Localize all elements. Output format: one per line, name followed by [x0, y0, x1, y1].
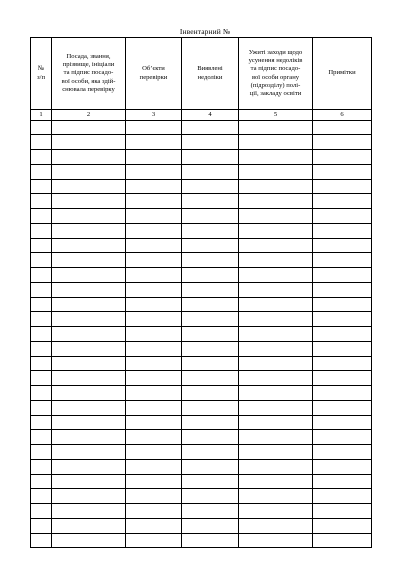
table-cell[interactable] — [126, 209, 182, 224]
table-cell[interactable] — [31, 400, 52, 415]
table-cell[interactable] — [31, 459, 52, 474]
table-cell[interactable] — [31, 135, 52, 150]
table-cell[interactable] — [313, 400, 372, 415]
table-cell[interactable] — [31, 150, 52, 165]
table-cell[interactable] — [182, 282, 239, 297]
table-row — [31, 150, 372, 165]
table-cell[interactable] — [31, 415, 52, 430]
table-cell[interactable] — [239, 253, 313, 268]
header-defects: Виявлені недоліки — [182, 38, 239, 110]
table-cell[interactable] — [126, 489, 182, 504]
table-cell[interactable] — [313, 238, 372, 253]
table-row — [31, 518, 372, 533]
table-cell[interactable] — [31, 445, 52, 460]
table-cell[interactable] — [126, 518, 182, 533]
table-cell[interactable] — [126, 474, 182, 489]
table-cell[interactable] — [313, 371, 372, 386]
table-cell[interactable] — [182, 150, 239, 165]
table-cell[interactable] — [52, 504, 126, 519]
table-row — [31, 415, 372, 430]
table-cell[interactable] — [31, 356, 52, 371]
table-cell[interactable] — [313, 268, 372, 283]
table-cell[interactable] — [52, 209, 126, 224]
table-cell[interactable] — [52, 415, 126, 430]
column-number: 2 — [52, 110, 126, 121]
table-cell[interactable] — [31, 282, 52, 297]
table-cell[interactable] — [313, 179, 372, 194]
table-cell[interactable] — [52, 297, 126, 312]
table-row — [31, 356, 372, 371]
table-cell[interactable] — [52, 459, 126, 474]
table-cell[interactable] — [52, 135, 126, 150]
table-cell[interactable] — [126, 194, 182, 209]
table-cell[interactable] — [239, 504, 313, 519]
table-cell[interactable] — [52, 356, 126, 371]
table-cell[interactable] — [52, 533, 126, 548]
table-cell[interactable] — [313, 459, 372, 474]
table-cell[interactable] — [52, 371, 126, 386]
table-cell[interactable] — [182, 120, 239, 135]
table-cell[interactable] — [239, 120, 313, 135]
table-cell[interactable] — [52, 194, 126, 209]
table-row — [31, 341, 372, 356]
table-cell[interactable] — [52, 489, 126, 504]
table-cell[interactable] — [239, 341, 313, 356]
table-cell[interactable] — [182, 504, 239, 519]
table-row — [31, 179, 372, 194]
table-cell[interactable] — [126, 120, 182, 135]
table-cell[interactable] — [239, 489, 313, 504]
table-cell[interactable] — [52, 150, 126, 165]
table-cell[interactable] — [52, 179, 126, 194]
table-cell[interactable] — [31, 341, 52, 356]
table-cell[interactable] — [31, 371, 52, 386]
table-cell[interactable] — [239, 297, 313, 312]
table-cell[interactable] — [182, 179, 239, 194]
table-cell[interactable] — [313, 297, 372, 312]
table-cell[interactable] — [182, 518, 239, 533]
header-row-number: № з/п — [31, 38, 52, 110]
table-cell[interactable] — [182, 474, 239, 489]
table-cell[interactable] — [182, 430, 239, 445]
table-cell[interactable] — [52, 386, 126, 401]
table-cell[interactable] — [239, 518, 313, 533]
table-row — [31, 533, 372, 548]
table-cell[interactable] — [313, 223, 372, 238]
table-cell[interactable] — [182, 268, 239, 283]
table-cell[interactable] — [239, 445, 313, 460]
table-row — [31, 474, 372, 489]
table-cell[interactable] — [313, 474, 372, 489]
table-cell[interactable] — [31, 518, 52, 533]
table-cell[interactable] — [182, 209, 239, 224]
table-row — [31, 223, 372, 238]
table-cell[interactable] — [239, 164, 313, 179]
table-cell[interactable] — [31, 430, 52, 445]
table-cell[interactable] — [313, 489, 372, 504]
table-cell[interactable] — [31, 504, 52, 519]
table-cell[interactable] — [182, 327, 239, 342]
table-cell[interactable] — [31, 386, 52, 401]
table-row — [31, 268, 372, 283]
table-cell[interactable] — [239, 430, 313, 445]
table-cell[interactable] — [31, 268, 52, 283]
table-cell[interactable] — [239, 194, 313, 209]
table-cell[interactable] — [126, 238, 182, 253]
table-cell[interactable] — [52, 445, 126, 460]
table-cell[interactable] — [126, 415, 182, 430]
table-row — [31, 164, 372, 179]
column-number: 4 — [182, 110, 239, 121]
table-cell[interactable] — [313, 209, 372, 224]
table-row — [31, 194, 372, 209]
table-cell[interactable] — [239, 312, 313, 327]
table-row — [31, 489, 372, 504]
table-cell[interactable] — [313, 504, 372, 519]
table-cell[interactable] — [31, 120, 52, 135]
table-cell[interactable] — [313, 312, 372, 327]
table-cell[interactable] — [239, 179, 313, 194]
table-cell[interactable] — [313, 135, 372, 150]
table-cell[interactable] — [313, 356, 372, 371]
table-cell[interactable] — [182, 164, 239, 179]
table-cell[interactable] — [126, 179, 182, 194]
table-cell[interactable] — [182, 356, 239, 371]
table-cell[interactable] — [31, 179, 52, 194]
inventory-number-label: Інвентарний № — [179, 27, 231, 36]
table-cell[interactable] — [126, 371, 182, 386]
table-cell[interactable] — [239, 474, 313, 489]
table-cell[interactable] — [313, 282, 372, 297]
table-row — [31, 312, 372, 327]
table-cell[interactable] — [126, 356, 182, 371]
table-cell[interactable] — [239, 209, 313, 224]
table-cell[interactable] — [52, 253, 126, 268]
table-cell[interactable] — [126, 150, 182, 165]
table-cell[interactable] — [182, 371, 239, 386]
table-cell[interactable] — [313, 194, 372, 209]
table-cell[interactable] — [126, 533, 182, 548]
table-cell[interactable] — [52, 400, 126, 415]
table-row — [31, 371, 372, 386]
table-cell[interactable] — [52, 238, 126, 253]
table-cell[interactable] — [239, 356, 313, 371]
table-cell[interactable] — [239, 238, 313, 253]
table-cell[interactable] — [52, 341, 126, 356]
table-cell[interactable] — [126, 297, 182, 312]
table-row — [31, 120, 372, 135]
table-cell[interactable] — [313, 341, 372, 356]
table-cell[interactable] — [126, 445, 182, 460]
table-row — [31, 445, 372, 460]
table-cell[interactable] — [31, 297, 52, 312]
table-cell[interactable] — [52, 268, 126, 283]
table-cell[interactable] — [52, 223, 126, 238]
table-cell[interactable] — [31, 209, 52, 224]
table-cell[interactable] — [182, 489, 239, 504]
table-cell[interactable] — [31, 327, 52, 342]
table-row — [31, 238, 372, 253]
table-cell[interactable] — [52, 474, 126, 489]
table-cell[interactable] — [126, 135, 182, 150]
table-cell[interactable] — [182, 533, 239, 548]
table-cell[interactable] — [182, 341, 239, 356]
table-cell[interactable] — [239, 386, 313, 401]
table-row — [31, 253, 372, 268]
table-cell[interactable] — [31, 194, 52, 209]
header-notes: Примітки — [313, 38, 372, 110]
table-row — [31, 430, 372, 445]
table-cell[interactable] — [313, 415, 372, 430]
table-cell[interactable] — [313, 386, 372, 401]
table-cell[interactable] — [31, 164, 52, 179]
table-cell[interactable] — [239, 459, 313, 474]
table-row — [31, 282, 372, 297]
header-objects: Об’єкти перевірки — [126, 38, 182, 110]
table-cell[interactable] — [239, 282, 313, 297]
table-cell[interactable] — [52, 120, 126, 135]
table-row — [31, 400, 372, 415]
table-cell[interactable] — [239, 327, 313, 342]
column-number: 1 — [31, 110, 52, 121]
table-row — [31, 386, 372, 401]
table-cell[interactable] — [239, 223, 313, 238]
table-cell[interactable] — [126, 282, 182, 297]
table-cell[interactable] — [313, 518, 372, 533]
table-cell[interactable] — [52, 518, 126, 533]
table-cell[interactable] — [31, 223, 52, 238]
table-cell[interactable] — [239, 371, 313, 386]
table-cell[interactable] — [52, 312, 126, 327]
table-cell[interactable] — [52, 164, 126, 179]
table-row — [31, 327, 372, 342]
table-cell[interactable] — [182, 459, 239, 474]
inspection-register-table — [30, 37, 372, 548]
table-cell[interactable] — [126, 268, 182, 283]
table-cell[interactable] — [126, 400, 182, 415]
column-number: 3 — [126, 110, 182, 121]
table-cell[interactable] — [182, 445, 239, 460]
header-inspector: Посада, звання, прізвище, ініціали та підпис посадо- вої особи, яка здій- снювала перевірку — [52, 38, 126, 110]
table-cell[interactable] — [31, 253, 52, 268]
table-row — [31, 504, 372, 519]
table-cell[interactable] — [313, 164, 372, 179]
table-cell[interactable] — [313, 327, 372, 342]
table-cell[interactable] — [126, 386, 182, 401]
table-cell[interactable] — [126, 164, 182, 179]
table-cell[interactable] — [239, 150, 313, 165]
table-cell[interactable] — [31, 238, 52, 253]
table-cell[interactable] — [126, 223, 182, 238]
table-cell[interactable] — [239, 400, 313, 415]
table-cell[interactable] — [31, 533, 52, 548]
table-cell[interactable] — [239, 268, 313, 283]
table-cell[interactable] — [31, 489, 52, 504]
table-cell[interactable] — [182, 194, 239, 209]
table-cell[interactable] — [182, 223, 239, 238]
table-cell[interactable] — [313, 430, 372, 445]
table-cell[interactable] — [239, 415, 313, 430]
table-cell[interactable] — [313, 445, 372, 460]
table-cell[interactable] — [31, 312, 52, 327]
column-number: 6 — [313, 110, 372, 121]
table-cell[interactable] — [126, 459, 182, 474]
table-cell[interactable] — [313, 120, 372, 135]
table-cell[interactable] — [126, 327, 182, 342]
table-cell[interactable] — [126, 341, 182, 356]
table-cell[interactable] — [126, 504, 182, 519]
table-cell[interactable] — [182, 238, 239, 253]
table-row — [31, 209, 372, 224]
table-cell[interactable] — [52, 282, 126, 297]
table-cell[interactable] — [313, 533, 372, 548]
table-cell[interactable] — [126, 312, 182, 327]
table-cell[interactable] — [126, 253, 182, 268]
table-cell[interactable] — [239, 135, 313, 150]
table-cell[interactable] — [182, 297, 239, 312]
column-number-row — [31, 110, 372, 121]
header-row — [31, 38, 372, 110]
header-measures: Ужиті заходи щодо усунення недоліків та підпис посадо- вої особи органу (підрозділу) полі- ції, закладу освіти — [239, 38, 313, 110]
table-cell[interactable] — [239, 533, 313, 548]
table-cell[interactable] — [182, 253, 239, 268]
table-cell[interactable] — [31, 474, 52, 489]
table-cell[interactable] — [52, 327, 126, 342]
column-number: 5 — [239, 110, 313, 121]
table-row — [31, 135, 372, 150]
table-cell[interactable] — [52, 430, 126, 445]
table-cell[interactable] — [182, 135, 239, 150]
table-cell[interactable] — [313, 150, 372, 165]
table-row — [31, 459, 372, 474]
table-cell[interactable] — [313, 253, 372, 268]
table-cell[interactable] — [182, 312, 239, 327]
table-row — [31, 297, 372, 312]
table-cell[interactable] — [182, 415, 239, 430]
table-cell[interactable] — [182, 400, 239, 415]
table-cell[interactable] — [126, 430, 182, 445]
table-cell[interactable] — [182, 386, 239, 401]
